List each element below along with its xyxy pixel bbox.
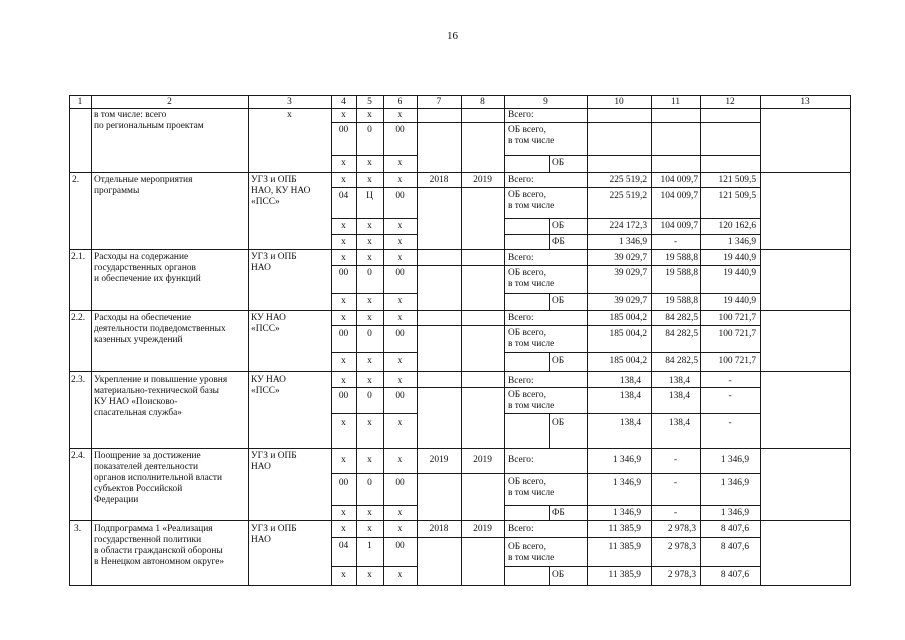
value-cell: 121 509,5 (718, 175, 756, 185)
code-cell: х (397, 253, 403, 263)
code-cell: 1 (367, 541, 372, 551)
code-cell: 00 (395, 268, 405, 278)
funding-label: ОБ (552, 418, 565, 428)
funding-label: ОБ всего, в том числе (508, 477, 555, 498)
value-cell: 138,4 (668, 376, 690, 386)
funding-label: Всего: (508, 524, 534, 534)
year-start: 2018 (429, 175, 449, 185)
funding-label: Всего: (508, 376, 534, 386)
value-cell: 1 346,9 (612, 508, 641, 518)
value-cell: 100 721,7 (718, 356, 756, 366)
header-col-9: 9 (543, 97, 548, 107)
code-cell: х (367, 356, 372, 366)
value-cell: 1 346,9 (612, 478, 641, 488)
row-responsible: КУ НАО «ПСС» (251, 313, 286, 334)
value-cell: - (673, 478, 678, 488)
code-cell: х (367, 376, 372, 386)
code-cell: х (367, 418, 372, 428)
code-cell: 0 (367, 478, 372, 488)
code-cell: х (341, 376, 346, 386)
row-responsible: х (287, 110, 292, 120)
row-number: 2.3. (71, 375, 86, 385)
value-cell: 8 407,6 (720, 570, 749, 580)
value-cell: 185 004,2 (609, 313, 647, 323)
value-cell: 39 029,7 (614, 296, 647, 306)
value-cell: 19 588,8 (665, 296, 698, 306)
value-cell: 121 509,5 (718, 191, 756, 201)
value-cell: 8 407,6 (720, 524, 749, 534)
funding-label: ОБ всего, в том числе (508, 125, 555, 146)
value-cell: 138,4 (668, 391, 690, 401)
code-cell: х (397, 110, 403, 120)
value-cell: 19 440,9 (723, 296, 756, 306)
code-cell: 00 (338, 268, 349, 278)
code-cell: х (397, 508, 403, 518)
header-col-7: 7 (436, 97, 442, 107)
value-cell: 1 346,9 (720, 478, 749, 488)
code-cell: 0 (367, 329, 372, 339)
value-cell: 11 385,9 (608, 524, 641, 534)
value-cell: 11 385,9 (608, 542, 641, 552)
value-cell: 1 346,9 (720, 455, 749, 465)
code-cell: х (397, 524, 403, 534)
row-name: Подпрограмма 1 «Реализация государственной политики в области гражданской обороны в Ненецком автономном округе» (94, 524, 225, 567)
code-cell: х (397, 296, 403, 306)
year-start: 2019 (429, 455, 449, 465)
year-end: 2019 (473, 455, 492, 465)
funding-label: ОБ всего, в том числе (508, 542, 555, 563)
code-cell: 0 (367, 391, 372, 401)
code-cell: х (397, 418, 403, 428)
row-name: Отдельные мероприятия программы (94, 175, 193, 196)
row-responsible: УГЗ и ОПБ НАО (251, 252, 297, 273)
header-col-8: 8 (480, 97, 485, 107)
row-number: 2.2. (71, 313, 86, 323)
funding-label: ОБ (552, 356, 565, 366)
value-cell: 19 588,8 (665, 268, 698, 278)
code-cell: х (397, 175, 403, 185)
code-cell: х (341, 110, 346, 120)
page-number: 16 (447, 30, 458, 42)
funding-label: Всего: (508, 175, 534, 185)
value-cell: 224 172,3 (609, 221, 647, 231)
code-cell: 04 (338, 191, 349, 201)
row-name: в том числе: всего по региональным проектам (94, 110, 204, 131)
row-name: Поощрение за достижение показателей деятельности органов исполнительной власти субъектов Российской Федерации (94, 451, 223, 505)
value-cell: - (673, 455, 678, 465)
value-cell: 11 385,9 (608, 570, 641, 580)
funding-label: ОБ всего, в том числе (508, 328, 555, 349)
value-cell: 84 282,5 (665, 356, 698, 366)
code-cell: 00 (395, 125, 405, 135)
code-cell: х (397, 313, 403, 323)
code-cell: х (367, 110, 372, 120)
code-cell: 00 (338, 125, 349, 135)
code-cell: 00 (395, 541, 405, 551)
code-cell: х (341, 296, 346, 306)
row-responsible: УГЗ и ОПБ НАО (251, 524, 297, 545)
row-responsible: УГЗ и ОПБ НАО, КУ НАО «ПСС» (251, 175, 311, 207)
code-cell: х (367, 313, 372, 323)
value-cell: 104 009,7 (660, 221, 698, 231)
code-cell: 0 (367, 268, 372, 278)
code-cell: х (367, 570, 372, 580)
row-responsible: КУ НАО «ПСС» (251, 375, 286, 396)
header-col-3: 3 (287, 97, 292, 107)
code-cell: х (341, 221, 346, 231)
code-cell: х (367, 455, 372, 465)
row-name: Расходы на обеспечение деятельности подведомственных казенных учреждений (94, 313, 226, 345)
value-cell: 8 407,6 (720, 542, 749, 552)
funding-label: ОБ (552, 221, 565, 231)
funding-label: ОБ (552, 158, 565, 168)
value-cell: - (728, 391, 732, 401)
value-cell: 19 440,9 (723, 253, 756, 263)
funding-label: ФБ (552, 508, 565, 518)
funding-label: Всего: (508, 455, 534, 465)
year-end: 2019 (473, 524, 492, 534)
header-col-2: 2 (167, 97, 172, 107)
value-cell: 225 519,2 (609, 191, 647, 201)
value-cell: - (728, 418, 732, 428)
header-col-5: 5 (367, 97, 372, 107)
value-cell: 104 009,7 (660, 191, 698, 201)
value-cell: 138,4 (619, 418, 641, 428)
value-cell: 225 519,2 (609, 175, 647, 185)
value-cell: 138,4 (619, 391, 641, 401)
value-cell: 1 346,9 (727, 237, 756, 247)
value-cell: 19 588,8 (665, 253, 698, 263)
row-number: 2.4. (71, 451, 86, 461)
code-cell: х (341, 524, 346, 534)
value-cell: - (728, 376, 732, 386)
code-cell: 0 (367, 125, 372, 135)
funding-label: ОБ всего, в том числе (508, 268, 555, 289)
funding-label: ОБ всего, в том числе (508, 190, 555, 211)
value-cell: 1 346,9 (618, 237, 647, 247)
value-cell: 39 029,7 (614, 268, 647, 278)
value-cell: - (673, 237, 678, 247)
code-cell: х (341, 418, 346, 428)
value-cell: 100 721,7 (718, 313, 756, 323)
value-cell: 19 440,9 (723, 268, 756, 278)
value-cell: 1 346,9 (612, 455, 641, 465)
value-cell: 1 346,9 (720, 508, 749, 518)
header-col-4: 4 (341, 97, 346, 107)
code-cell: 04 (338, 541, 349, 551)
code-cell: х (367, 253, 372, 263)
header-col-11: 11 (670, 97, 681, 107)
value-cell: 185 004,2 (609, 356, 647, 366)
value-cell: 120 162,6 (718, 221, 756, 231)
header-col-1: 1 (77, 97, 83, 107)
value-cell: 185 004,2 (609, 329, 647, 339)
code-cell: х (341, 508, 346, 518)
funding-label: ОБ всего, в том числе (508, 390, 555, 411)
value-cell: 2 978,3 (667, 570, 696, 580)
header-col-13: 13 (800, 97, 810, 107)
code-cell: 00 (395, 329, 405, 339)
row-number: 2. (72, 175, 80, 185)
value-cell: 100 721,7 (718, 329, 756, 339)
row-responsible: УГЗ и ОПБ НАО (251, 451, 297, 472)
value-cell: 104 009,7 (660, 175, 698, 185)
value-cell: 39 029,7 (614, 253, 647, 263)
code-cell: Ц (366, 191, 373, 201)
value-cell: - (673, 508, 678, 518)
funding-label: ФБ (552, 237, 565, 247)
code-cell: 00 (395, 478, 405, 488)
code-cell: 00 (338, 478, 349, 488)
code-cell: х (367, 221, 372, 231)
year-end: 2019 (473, 175, 492, 185)
row-name: Укрепление и повышение уровня материально-технической базы КУ НАО «Поисково- спасательная служба» (94, 375, 228, 418)
code-cell: 00 (338, 329, 349, 339)
row-number: 3. (74, 524, 82, 534)
code-cell: 00 (395, 191, 405, 201)
header-col-10: 10 (614, 97, 624, 107)
code-cell: х (341, 356, 346, 366)
code-cell: х (341, 455, 346, 465)
row-name: Расходы на содержание государственных органов и обеспечение их функций (94, 252, 201, 284)
funding-label: Всего: (508, 313, 534, 323)
code-cell: х (367, 524, 372, 534)
code-cell: 00 (338, 391, 349, 401)
funding-label: ОБ (552, 296, 565, 306)
funding-label: ОБ (552, 570, 565, 580)
code-cell: х (397, 455, 403, 465)
code-cell: х (341, 175, 346, 185)
code-cell: х (397, 237, 403, 247)
code-cell: х (397, 158, 403, 168)
value-cell: 84 282,5 (665, 313, 698, 323)
code-cell: х (367, 175, 372, 185)
code-cell: х (367, 237, 372, 247)
code-cell: х (367, 158, 372, 168)
funding-label: Всего: (508, 253, 534, 263)
value-cell: 84 282,5 (665, 329, 698, 339)
code-cell: х (341, 253, 346, 263)
code-cell: х (397, 570, 403, 580)
value-cell: 138,4 (619, 376, 641, 386)
value-cell: 2 978,3 (667, 524, 696, 534)
header-col-12: 12 (725, 97, 735, 107)
value-cell: 138,4 (668, 418, 690, 428)
year-start: 2018 (429, 524, 449, 534)
code-cell: х (397, 376, 403, 386)
code-cell: х (341, 158, 346, 168)
code-cell: х (341, 570, 346, 580)
code-cell: х (341, 313, 346, 323)
code-cell: х (397, 221, 403, 231)
value-cell: 2 978,3 (667, 542, 696, 552)
code-cell: х (367, 296, 372, 306)
code-cell: х (397, 356, 403, 366)
row-number: 2.1. (71, 252, 86, 262)
code-cell: х (341, 237, 346, 247)
code-cell: 00 (395, 391, 405, 401)
funding-label: Всего: (508, 110, 534, 120)
header-col-6: 6 (397, 97, 403, 107)
code-cell: х (367, 508, 372, 518)
